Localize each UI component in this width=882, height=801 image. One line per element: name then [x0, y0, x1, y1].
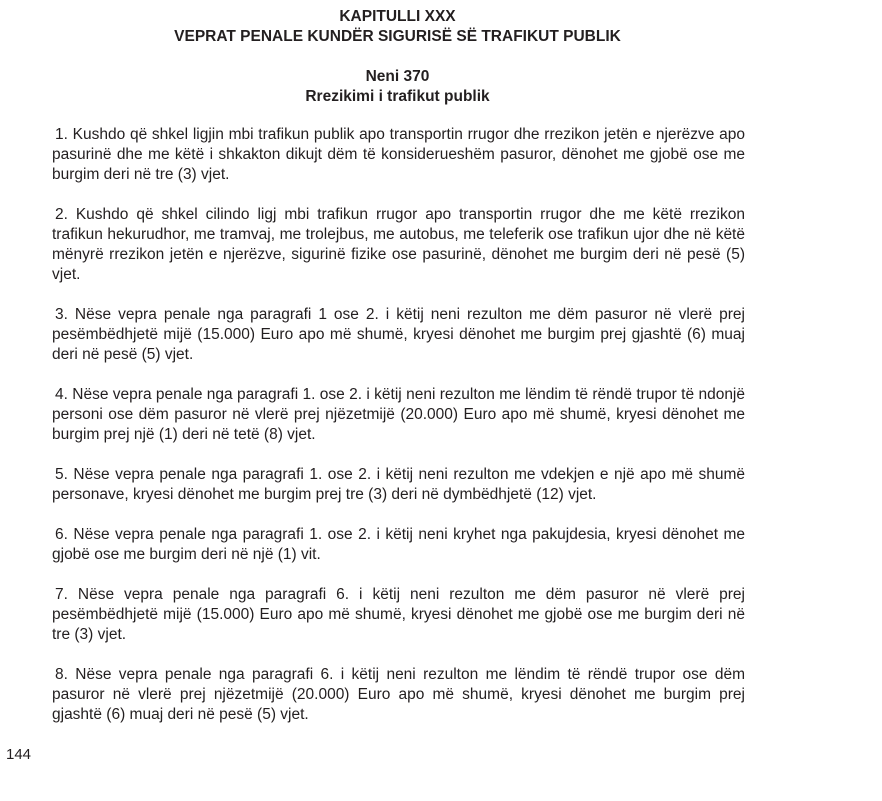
- paragraph-2: 2. Kushdo që shkel cilindo ligj mbi trafikun rrugor apo transportin rrugor dhe me këtë rrezikon trafikun hekurudhor, me tramvaj, me trolejbus, me autobus, me teleferik ose trafikun ujor dhe në këtë mënyrë rrezikon jetën e njerëzve, sigurinë fizike ose pasurinë, dënohet me burgim deri në pesë (5) vjet.: [52, 206, 745, 283]
- page-number: 144: [6, 746, 32, 763]
- article-body: [52, 125, 745, 745]
- paragraph-8: 8. Nëse vepra penale nga paragrafi 6. i këtij neni rezulton me lëndim të rëndë trupor ose dëm pasuror në vlerë prej njëzetmijë (20.000) Euro apo më shumë, kryesi dënohet me burgim prej gjashtë (6) muaj deri në pesë (5) vjet.: [52, 666, 745, 723]
- paragraph-5: 5. Nëse vepra penale nga paragrafi 1. ose 2. i këtij neni rezulton me vdekjen e një apo më shumë personave, kryesi dënohet me burgim prej tre (3) deri në dymbëdhjetë (12) vjet.: [52, 466, 745, 503]
- article-number: Neni 370: [365, 68, 430, 85]
- chapter-title: VEPRAT PENALE KUNDËR SIGURISË SË TRAFIKUT PUBLIK: [174, 28, 621, 45]
- paragraph-6: 6. Nëse vepra penale nga paragrafi 1. ose 2. i këtij neni kryhet nga pakujdesia, kryesi dënohet me gjobë ose me burgim deri në një (1) vit.: [52, 526, 745, 563]
- article-title: Rrezikimi i trafikut publik: [305, 88, 490, 105]
- paragraph-3: 3. Nëse vepra penale nga paragrafi 1 ose 2. i këtij neni rezulton me dëm pasuror në vlerë prej pesëmbëdhjetë mijë (15.000) Euro apo më shumë, kryesi dënohet me burgim prej gjashtë (6) muaj deri në pesë (5) vjet.: [52, 306, 745, 363]
- chapter-number: KAPITULLI XXX: [339, 8, 456, 25]
- paragraph-4: 4. Nëse vepra penale nga paragrafi 1. ose 2. i këtij neni rezulton me lëndim të rëndë trupor të ndonjë personi ose dëm pasuror në vlerë prej njëzetmijë (20.000) Euro apo më shumë, kryesi dënohet me burgim prej një (1) deri në tetë (8) vjet.: [52, 386, 745, 443]
- paragraph-7: 7. Nëse vepra penale nga paragrafi 6. i këtij neni rezulton me dëm pasuror në vlerë prej pesëmbëdhjetë mijë (15.000) Euro apo më shumë, kryesi dënohet me gjobë ose me burgim deri në tre (3) vjet.: [52, 586, 745, 643]
- paragraph-1: 1. Kushdo që shkel ligjin mbi trafikun publik apo transportin rrugor dhe rrezikon jetën e njerëzve apo pasurinë dhe me këtë i shkakton dikujt dëm të konsiderueshëm pasuror, dënohet me gjobë ose me burgim deri në tre (3) vjet.: [52, 126, 745, 183]
